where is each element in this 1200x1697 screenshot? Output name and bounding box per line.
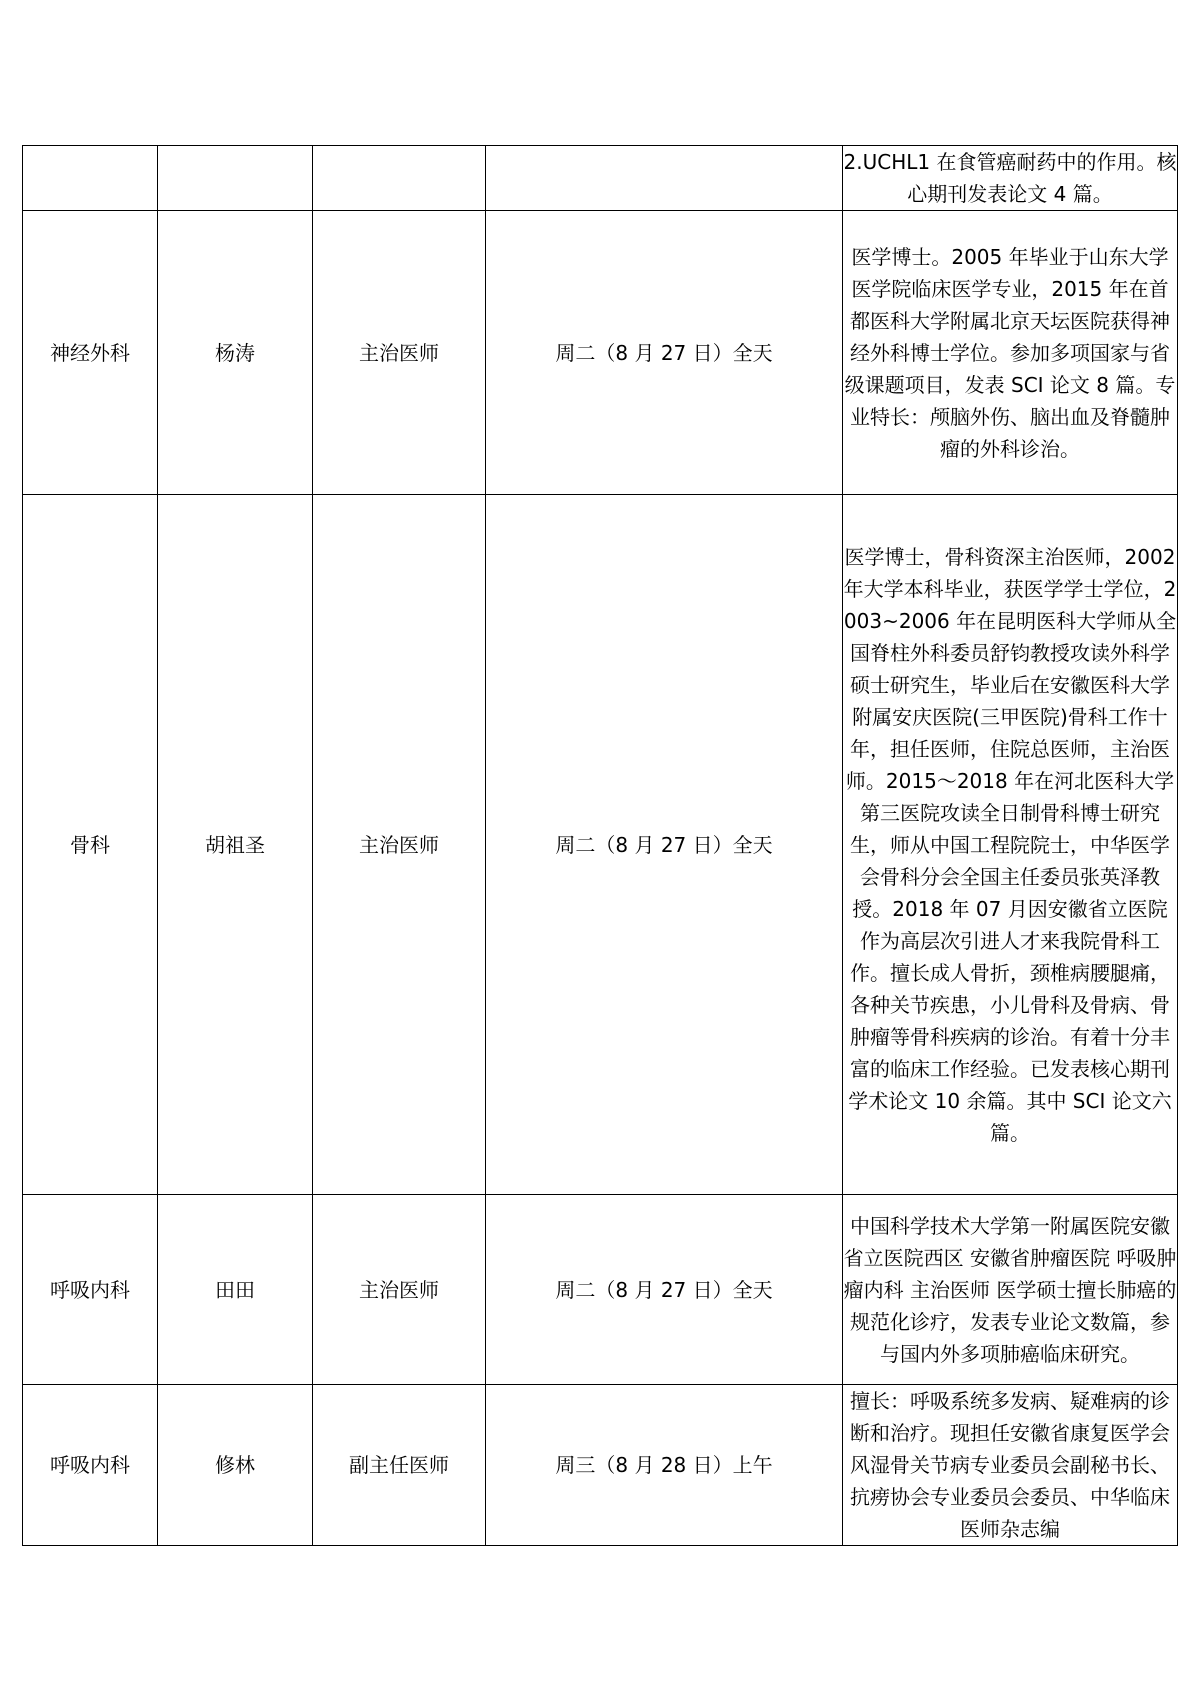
doctor-name-cell: 修林 <box>158 1385 313 1546</box>
department-cell <box>23 146 158 211</box>
doctor-bio-cell <box>843 1385 1178 1546</box>
doctor-title-cell: 副主任医师 <box>313 1385 486 1546</box>
schedule-cell: 周二（8 月 27 日）全天 <box>486 495 843 1195</box>
schedule-cell <box>486 146 843 211</box>
doctor-name-cell: 杨涛 <box>158 211 313 495</box>
schedule-cell: 周二（8 月 27 日）全天 <box>486 1195 843 1385</box>
doctor-name-cell: 胡祖圣 <box>158 495 313 1195</box>
department-cell: 神经外科 <box>23 211 158 495</box>
doctor-title-cell: 主治医师 <box>313 1195 486 1385</box>
department-cell: 骨科 <box>23 495 158 1195</box>
doctor-bio-text: 医学博士。2005 年毕业于山东大学医学院临床医学专业，2015 年在首都医科大学附属北京天坛医院获得神经外科博士学位。参加多项国家与省级课题项目，发表 SCI 论文 8 篇。专业特长：颅脑外伤、脑出血及脊髓肿瘤的外科诊治。 <box>844 244 1176 461</box>
doctor-bio-cell <box>843 146 1178 211</box>
doctor-bio-text: 医学博士，骨科资深主治医师，2002 年大学本科毕业，获医学学士学位，2003~2006 年在昆明医科大学师从全国脊柱外科委员舒钧教授攻读外科学硕士研究生，毕业后在安徽医科大学附属安庆医院(三甲医院)骨科工作十年，担任医师，住院总医师，主治医师。2015～2018 年在河北医科大学第三医院攻读全日制骨科博士研究生，师从中国工程院院士，中华医学会骨科分会全国主任委员张英泽教授。2018 年 07 月因安徽省立医院作为高层次引进人才来我院骨科工作。擅长成人骨折，颈椎病腰腿痛，各种关节疾患，小儿骨科及骨病、骨肿瘤等骨科疾病的诊治。有着十分丰富的临床工作经验。已发表核心期刊学术论文 10 余篇。其中 SCI 论文六篇。 <box>843 544 1177 1145</box>
table-row <box>23 495 1178 1195</box>
department-cell: 呼吸内科 <box>23 1195 158 1385</box>
table-row <box>23 211 1178 495</box>
doctor-title-cell <box>313 146 486 211</box>
schedule-cell: 周二（8 月 27 日）全天 <box>486 211 843 495</box>
table-row <box>23 146 1178 211</box>
doctor-bio-text: 擅长：呼吸系统多发病、疑难病的诊断和治疗。现担任安徽省康复医学会风湿骨关节病专业委员会副秘书长、抗痨协会专业委员会委员、中华临床医师杂志编 <box>850 1389 1170 1541</box>
doctor-bio-text: 2.UCHL1 在食管癌耐药中的作用。核心期刊发表论文 4 篇。 <box>843 150 1177 206</box>
doctor-bio-cell <box>843 1195 1178 1385</box>
table-row <box>23 1195 1178 1385</box>
doctor-name-cell: 田田 <box>158 1195 313 1385</box>
doctor-schedule-table <box>22 145 1178 1546</box>
doctor-name-cell <box>158 146 313 211</box>
doctor-title-cell: 主治医师 <box>313 211 486 495</box>
doctor-bio-cell <box>843 495 1178 1195</box>
schedule-cell: 周三（8 月 28 日）上午 <box>486 1385 843 1546</box>
department-cell: 呼吸内科 <box>23 1385 158 1546</box>
doctor-bio-cell <box>843 211 1178 495</box>
doctor-title-cell: 主治医师 <box>313 495 486 1195</box>
doctor-bio-text: 中国科学技术大学第一附属医院安徽省立医院西区 安徽省肿瘤医院 呼吸肿瘤内科 主治医师 医学硕士擅长肺癌的规范化诊疗，发表专业论文数篇，参与国内外多项肺癌临床研究。 <box>843 1213 1177 1366</box>
table-row <box>23 1385 1178 1546</box>
